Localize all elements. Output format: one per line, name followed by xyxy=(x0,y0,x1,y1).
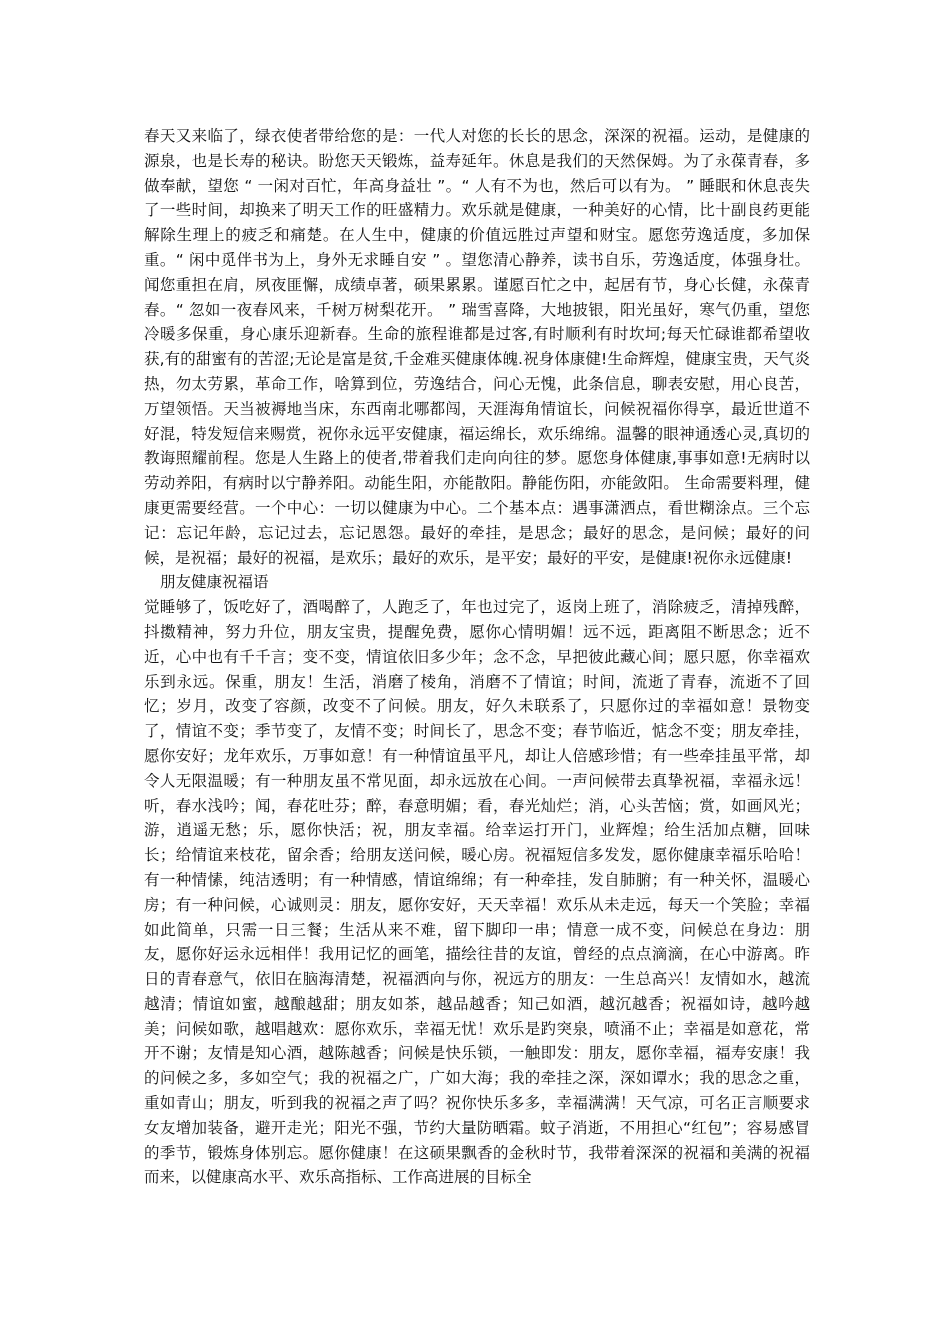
section-heading: 朋友健康祝福语 xyxy=(160,573,269,592)
paragraph-health-blessings: 春天又来临了，绿衣使者带给您的是：一代人对您的长长的思念，深深的祝福。运动，是健康的源泉，也是长寿的秘诀。盼您天天锻炼，益寿延年。休息是我们的天然保姆。为了永葆青春，多做奉献，望您 “ 一闲对百忙，年高身益壮 ”。“ 人有不为也，然后可以有为。 ” 睡眠和休息丧失了一些时间，却换来了明天工作的旺盛精力。欢乐就是健康，一种美好的心情，比十副良药更能解除生理上的疲乏和痛楚。在人生中，健康的价值远胜过声望和财宝。愿您劳逸适度，多加保重。“ 闲中觅伴书为上，身外无求睡自安 ” 。望您清心静养，读书自乐，劳逸适度，体强身壮。闻您重担在肩，夙夜匪懈，成绩卓著，硕果累累。谨愿百忙之中，起居有节，身心长健，永葆青春。“ 忽如一夜春风来，千树万树梨花开。 ” 瑞雪喜降，大地披银，阳光虽好，寒气仍重，望您冷暖多保重，身心康乐迎新春。生命的旅程谁都是过客,有时顺利有时坎坷;每天忙碌谁都希望收获,有的甜蜜有的苦涩;无论是富是贫,千金难买健康体魄.祝身体康健!生命辉煌，健康宝贵，天气炎热，勿太劳累，革命工作，啥算到位，劳逸结合，问心无愧，此条信息，聊表安慰，用心良苦，万望领悟。天当被褥地当床，东西南北哪都闯，天涯海角情谊长，问候祝福你得享，最近世道不好混，特发短信来赐赏，祝你永远平安健康，福运绵长，欢乐绵绵。温馨的眼神通透心灵,真切的教诲照耀前程。您是人生路上的使者,带着我们走向向往的梦。愿您身体健康,事事如意!无病时以劳动养阳，有病时以宁静养阳。动能生阳，亦能散阳。静能伤阳，亦能敛阳。 生命需要料理，健康更需要经营。一个中心：一切以健康为中心。二个基本点：遇事潇洒点，看世糊涂点。三个忘记：忘记年龄，忘记过去，忘记恩怨。最好的牵挂，是思念；最好的思念，是问候；最好的问候，是祝福；最好的祝福，是欢乐；最好的欢乐，是平安；最好的平安，是健康!祝你永远健康! xyxy=(144,127,810,567)
document-body xyxy=(144,124,810,1190)
paragraph-friend-blessings: 觉睡够了，饭吃好了，酒喝醉了，人跑乏了，年也过完了，返岗上班了，消除疲乏，清掉残醉，抖擞精神，努力升位，朋友宝贵，提醒免费，愿你心情明媚！远不远，距离阻不断思念；近不近，心中也有千千言；变不变，情谊依旧多少年；念不念，早把彼此藏心间；愿只愿，你幸福欢乐到永远。保重，朋友！生活，消磨了棱角，消磨不了情谊；时间，流逝了青春，流逝不了回忆；岁月，改变了容颜，改变不了问候。朋友，好久未联系了，只愿你过的幸福如意！景物变了，情谊不变；季节变了，友情不变；时间长了，思念不变；春节临近，惦念不变；朋友牵挂，愿你安好；龙年欢乐，万事如意！有一种情谊虽平凡，却让人倍感珍惜；有一些牵挂虽平常，却令人无限温暖；有一种朋友虽不常见面，却永远放在心间。一声问候带去真挚祝福，幸福永远！听，春水浅吟；闻，春花吐芬；醉，春意明媚；看，春光灿烂；消，心头苦恼；赏，如画风光；游，逍遥无愁；乐，愿你快活；祝，朋友幸福。给幸运打开门，业辉煌；给生活加点糖，回味长；给情谊来枝花，留余香；给朋友送问候，暖心房。祝福短信多发发，愿你健康幸福乐哈哈！有一种情愫，纯洁透明；有一种情感，情谊绵绵；有一种牵挂，发自肺腑；有一种关怀，温暖心房；有一种问候，心诚则灵：朋友，愿你安好，天天幸福！欢乐从未走远，每天一个笑脸；幸福如此简单，只需一日三餐；生活从来不难，留下脚印一串；情意一成不变，问候总在身边：朋友，愿你好运永远相伴！我用记忆的画笔，描绘往昔的友谊，曾经的点点滴滴，在心中游离。昨日的青春意气，依旧在脑海清楚，祝福洒向与你，祝远方的朋友：一生总高兴！友情如水，越流越清；情谊如蜜，越酿越甜；朋友如茶，越品越香；知己如酒，越沉越香；祝福如诗，越吟越美；问候如歌，越唱越欢：愿你欢乐，幸福无忧！欢乐是趵突泉，喷涌不止；幸福是如意花，常开不谢；友情是知心酒，越陈越香；问候是快乐锁，一触即发：朋友，愿你幸福，福寿安康！我的问候之多，多如空气；我的祝福之广，广如大海；我的牵挂之深，深如谭水；我的思念之重，重如青山；朋友，听到我的祝福之声了吗？祝你快乐多多，幸福满满！天气凉，可名正言顺要求女友增加装备，避开走光；阳光不强，节约大量防晒霜。蚊子消逝，不用担心“红包”；容易感冒的季节，锻炼身体别忘。愿你健康！在这硕果飘香的金秋时节，我带着深深的祝福和美满的祝福而来，以健康高水平、欢乐高指标、工作高进展的目标全 xyxy=(144,598,810,1187)
